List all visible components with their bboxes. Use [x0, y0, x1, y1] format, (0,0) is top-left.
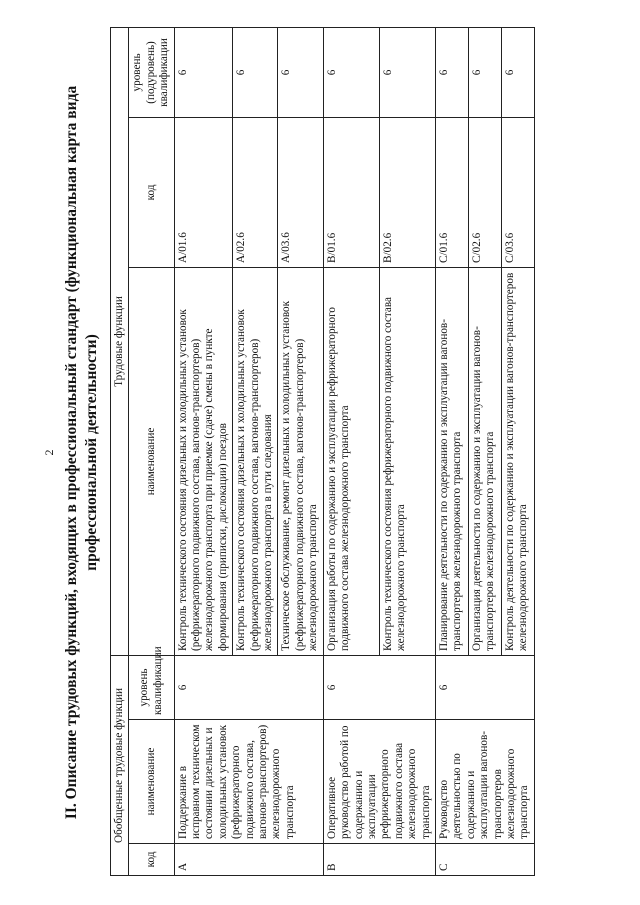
group-level: 6: [323, 655, 435, 719]
group-name: Руководство деятельностью по содержанию и эксплуатации вагонов-транспортеров железнодорожного транспорта: [435, 720, 534, 844]
col-header-tf-level: уровень (подуровень) квалификации: [129, 27, 174, 117]
function-code: A/03.6: [278, 117, 323, 267]
col-header-tf-code: код: [129, 117, 174, 267]
function-name: Техническое обслуживание, ремонт дизельных и холодильных установок (рефрижераторного подвижного состава, вагонов-транспортеров) железнодорожного транспорта: [278, 267, 323, 655]
function-name: Организация работы по содержанию и эксплуатации рефрижераторного подвижного состава железнодорожного транспорта: [323, 267, 379, 655]
group-header-row: [111, 27, 129, 875]
function-code: B/01.6: [323, 117, 379, 267]
function-code: C/03.6: [501, 117, 534, 267]
function-level: 6: [435, 27, 468, 117]
function-code: A/02.6: [233, 117, 278, 267]
section-heading-line-2: профессиональной деятельности): [83, 334, 100, 571]
group-level: 6: [435, 655, 534, 719]
function-level: 6: [379, 27, 435, 117]
function-name: Организация деятельности по содержанию и эксплуатации вагонов-транспортеров железнодорожного транспорта: [468, 267, 501, 655]
group-name: Поддержание в исправном техническом состоянии дизельных и холодильных установок (рефрижераторного подвижного состава, вагонов-транспортеров) железнодорожного транспорта: [174, 720, 323, 844]
col-header-name: наименование: [129, 720, 174, 844]
function-code: B/02.6: [379, 117, 435, 267]
col-header-tf-name: наименование: [129, 267, 174, 655]
function-level: 6: [468, 27, 501, 117]
function-name: Планирование деятельности по содержанию и эксплуатации вагонов-транспортеров железнодорожного транспорта: [435, 267, 468, 655]
group-name: Оперативное руководство работой по содержанию и эксплуатации рефрижераторного подвижного состава железнодорожного транспорта: [323, 720, 435, 844]
functional-map-table-wrapper: [110, 28, 535, 876]
function-level: 6: [501, 27, 534, 117]
group-code: B: [323, 844, 435, 876]
col-header-code: код: [129, 844, 174, 876]
page-number: 2: [42, 449, 56, 456]
table-row: [435, 27, 468, 875]
table-row: [323, 27, 379, 875]
labor-functions-header: Трудовые функции: [111, 27, 129, 655]
table-row: [174, 27, 233, 875]
function-level: 6: [323, 27, 379, 117]
functional-map-table: [110, 27, 535, 876]
function-name: Контроль технического состояния дизельных и холодильных установок (рефрижераторного подвижного состава, вагонов-транспортеров) железнодорожного транспорта в пути следования: [233, 267, 278, 655]
column-header-row: [129, 27, 174, 875]
generalized-functions-header: Обобщенные трудовые функции: [111, 655, 129, 875]
group-code: C: [435, 844, 534, 876]
function-code: C/02.6: [468, 117, 501, 267]
function-level: 6: [278, 27, 323, 117]
group-level: 6: [174, 655, 323, 719]
function-name: Контроль технического состояния дизельных и холодильных установок (рефрижераторного подвижного состава, вагонов-транспортеров) железнодорожного транспорта при приемке (сдаче) смены в пункте формирования (приписки, дислокации) поездов: [174, 267, 233, 655]
function-code: C/01.6: [435, 117, 468, 267]
group-code: A: [174, 844, 323, 876]
function-code: A/01.6: [174, 117, 233, 267]
function-name: Контроль деятельности по содержанию и эксплуатации вагонов-транспортеров железнодорожного транспорта: [501, 267, 534, 655]
function-level: 6: [174, 27, 233, 117]
section-heading: [62, 40, 102, 865]
function-name: Контроль технического состояния рефрижераторного подвижного состава железнодорожного транспорта: [379, 267, 435, 655]
function-level: 6: [233, 27, 278, 117]
col-header-level: уровень квалификации: [129, 655, 174, 719]
section-heading-line-1: II. Описание трудовых функций, входящих в профессиональный стандарт (функциональная карта вида: [63, 85, 80, 820]
